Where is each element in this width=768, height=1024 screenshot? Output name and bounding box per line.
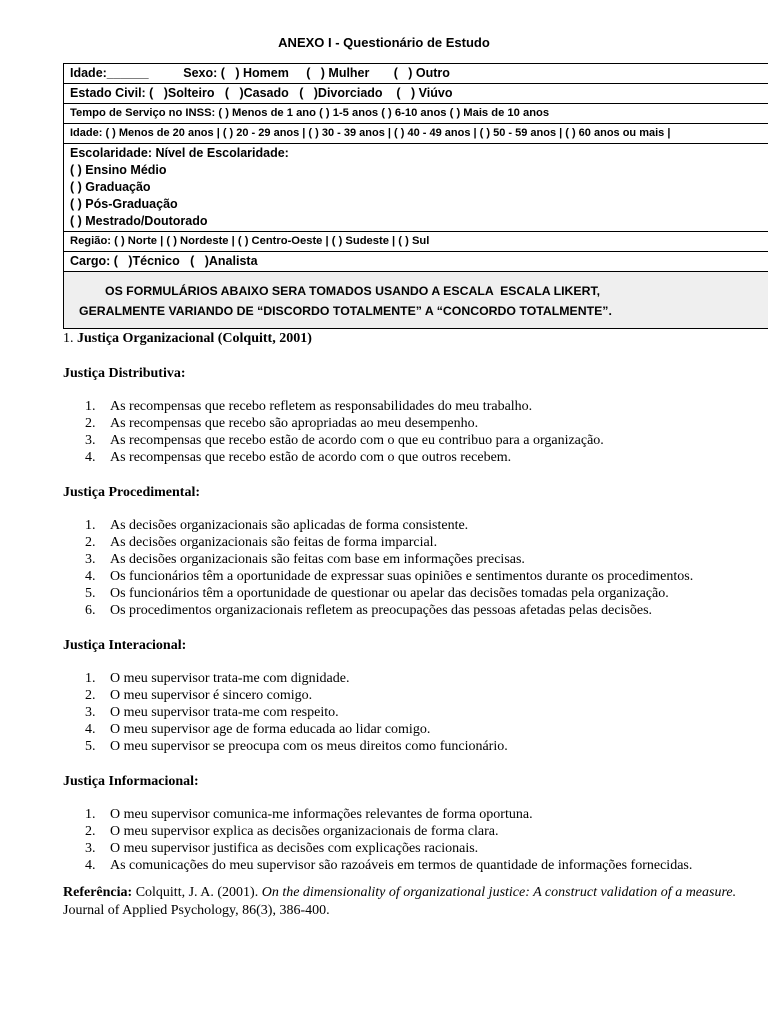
education-option: ( ) Ensino Médio (70, 163, 167, 177)
list-item: 6. Os procedimentos organizacionais refletem as preocupações das pessoas afetadas pelas decisões. (85, 603, 653, 618)
document-body (63, 330, 763, 920)
list-item: 2. As recompensas que recebo são apropriadas ao meu desempenho. (85, 416, 479, 431)
document-title: ANEXO I - Questionário de Estudo (278, 35, 490, 50)
likert-note (64, 272, 768, 329)
form-row-age-sex: Idade:______ Sexo: ( ) Homem ( ) Mulher ( ) Outro (64, 64, 768, 84)
form-row-age-range: Idade: ( ) Menos de 20 anos | ( ) 20 - 29 anos | ( ) 30 - 39 anos | ( ) 40 - 49 anos | ( ) 50 - 59 anos | ( ) 60 anos ou mais | (64, 124, 768, 144)
list-item: 2. O meu supervisor explica as decisões organizacionais de forma clara. (85, 824, 499, 839)
subsection-heading: Justiça Distributiva: (63, 366, 186, 381)
list-item: 3. As recompensas que recebo estão de acordo com o que eu contribuo para a organização. (85, 433, 604, 448)
section-title: Justiça Organizacional (Colquitt, 2001) (77, 331, 312, 346)
form-row-position: Cargo: ( )Técnico ( )Analista (64, 252, 768, 272)
procedural-list (63, 517, 763, 619)
list-item: 2. As decisões organizacionais são feitas de forma imparcial. (85, 535, 438, 550)
education-label: Escolaridade: Nível de Escolaridade: (70, 146, 289, 160)
likert-note-line: OS FORMULÁRIOS ABAIXO SERA TOMADOS USANDO A ESCALA ESCALA LIKERT, (105, 284, 601, 298)
distributive-list (63, 398, 763, 466)
form-row-service-time: Tempo de Serviço no INSS: ( ) Menos de 1 ano ( ) 1-5 anos ( ) 6-10 anos ( ) Mais de 10 anos (64, 104, 768, 124)
reference-title: On the dimensionality of organizational justice: A construct validation of a measure. (261, 885, 737, 900)
reference-label: Referência: (63, 885, 133, 900)
education-option: ( ) Graduação (70, 180, 151, 194)
reference-journal: Journal of Applied Psychology, 86(3), 386-400. (63, 885, 740, 918)
list-item: 5. O meu supervisor se preocupa com os meus direitos como funcionário. (85, 739, 508, 754)
education-option: ( ) Mestrado/Doutorado (70, 214, 208, 228)
list-item: 1. As recompensas que recebo refletem as responsabilidades do meu trabalho. (85, 399, 533, 414)
list-item: 3. As decisões organizacionais são feitas com base em informações precisas. (85, 552, 525, 567)
list-item: 3. O meu supervisor justifica as decisões com explicações racionais. (85, 841, 479, 856)
form-row-region: Região: ( ) Norte | ( ) Nordeste | ( ) Centro-Oeste | ( ) Sudeste | ( ) Sul (64, 232, 768, 252)
list-item: 2. O meu supervisor é sincero comigo. (85, 688, 313, 703)
section-number: 1. (63, 331, 74, 346)
informational-list (63, 806, 763, 874)
list-item: 4. As recompensas que recebo estão de acordo com o que outros recebem. (85, 450, 512, 465)
section-heading (63, 330, 763, 347)
list-item: 4. Os funcionários têm a oportunidade de expressar suas opiniões e sentimentos durante os procedimentos. (85, 569, 694, 584)
reference-authors: Colquitt, J. A. (2001). (132, 885, 262, 900)
list-item: 1. As decisões organizacionais são aplicadas de forma consistente. (85, 518, 469, 533)
list-item: 5. Os funcionários têm a oportunidade de questionar ou apelar das decisões tomadas pela organização. (85, 586, 669, 601)
list-item: 4. O meu supervisor age de forma educada ao lidar comigo. (85, 722, 431, 737)
reference (63, 884, 763, 920)
questionnaire-form (63, 63, 768, 329)
list-item: 1. O meu supervisor comunica-me informações relevantes de forma oportuna. (85, 807, 533, 822)
list-item: 3. O meu supervisor trata-me com respeito. (85, 705, 339, 720)
subsection-heading: Justiça Interacional: (63, 638, 187, 653)
interactional-list (63, 670, 763, 755)
form-row-marital-status: Estado Civil: ( )Solteiro ( )Casado ( )Divorciado ( ) Viúvo (64, 84, 768, 104)
list-item: 1. O meu supervisor trata-me com dignidade. (85, 671, 350, 686)
list-item: 4. As comunicações do meu supervisor são razoáveis em termos de quantidade de informações fornecidas. (85, 858, 693, 873)
subsection-heading: Justiça Procedimental: (63, 485, 200, 500)
education-option: ( ) Pós-Graduação (70, 197, 178, 211)
form-row-education (64, 144, 768, 232)
likert-note-line: GERALMENTE VARIANDO DE “DISCORDO TOTALMENTE” A “CONCORDO TOTALMENTE”. (79, 304, 612, 318)
subsection-heading: Justiça Informacional: (63, 774, 199, 789)
